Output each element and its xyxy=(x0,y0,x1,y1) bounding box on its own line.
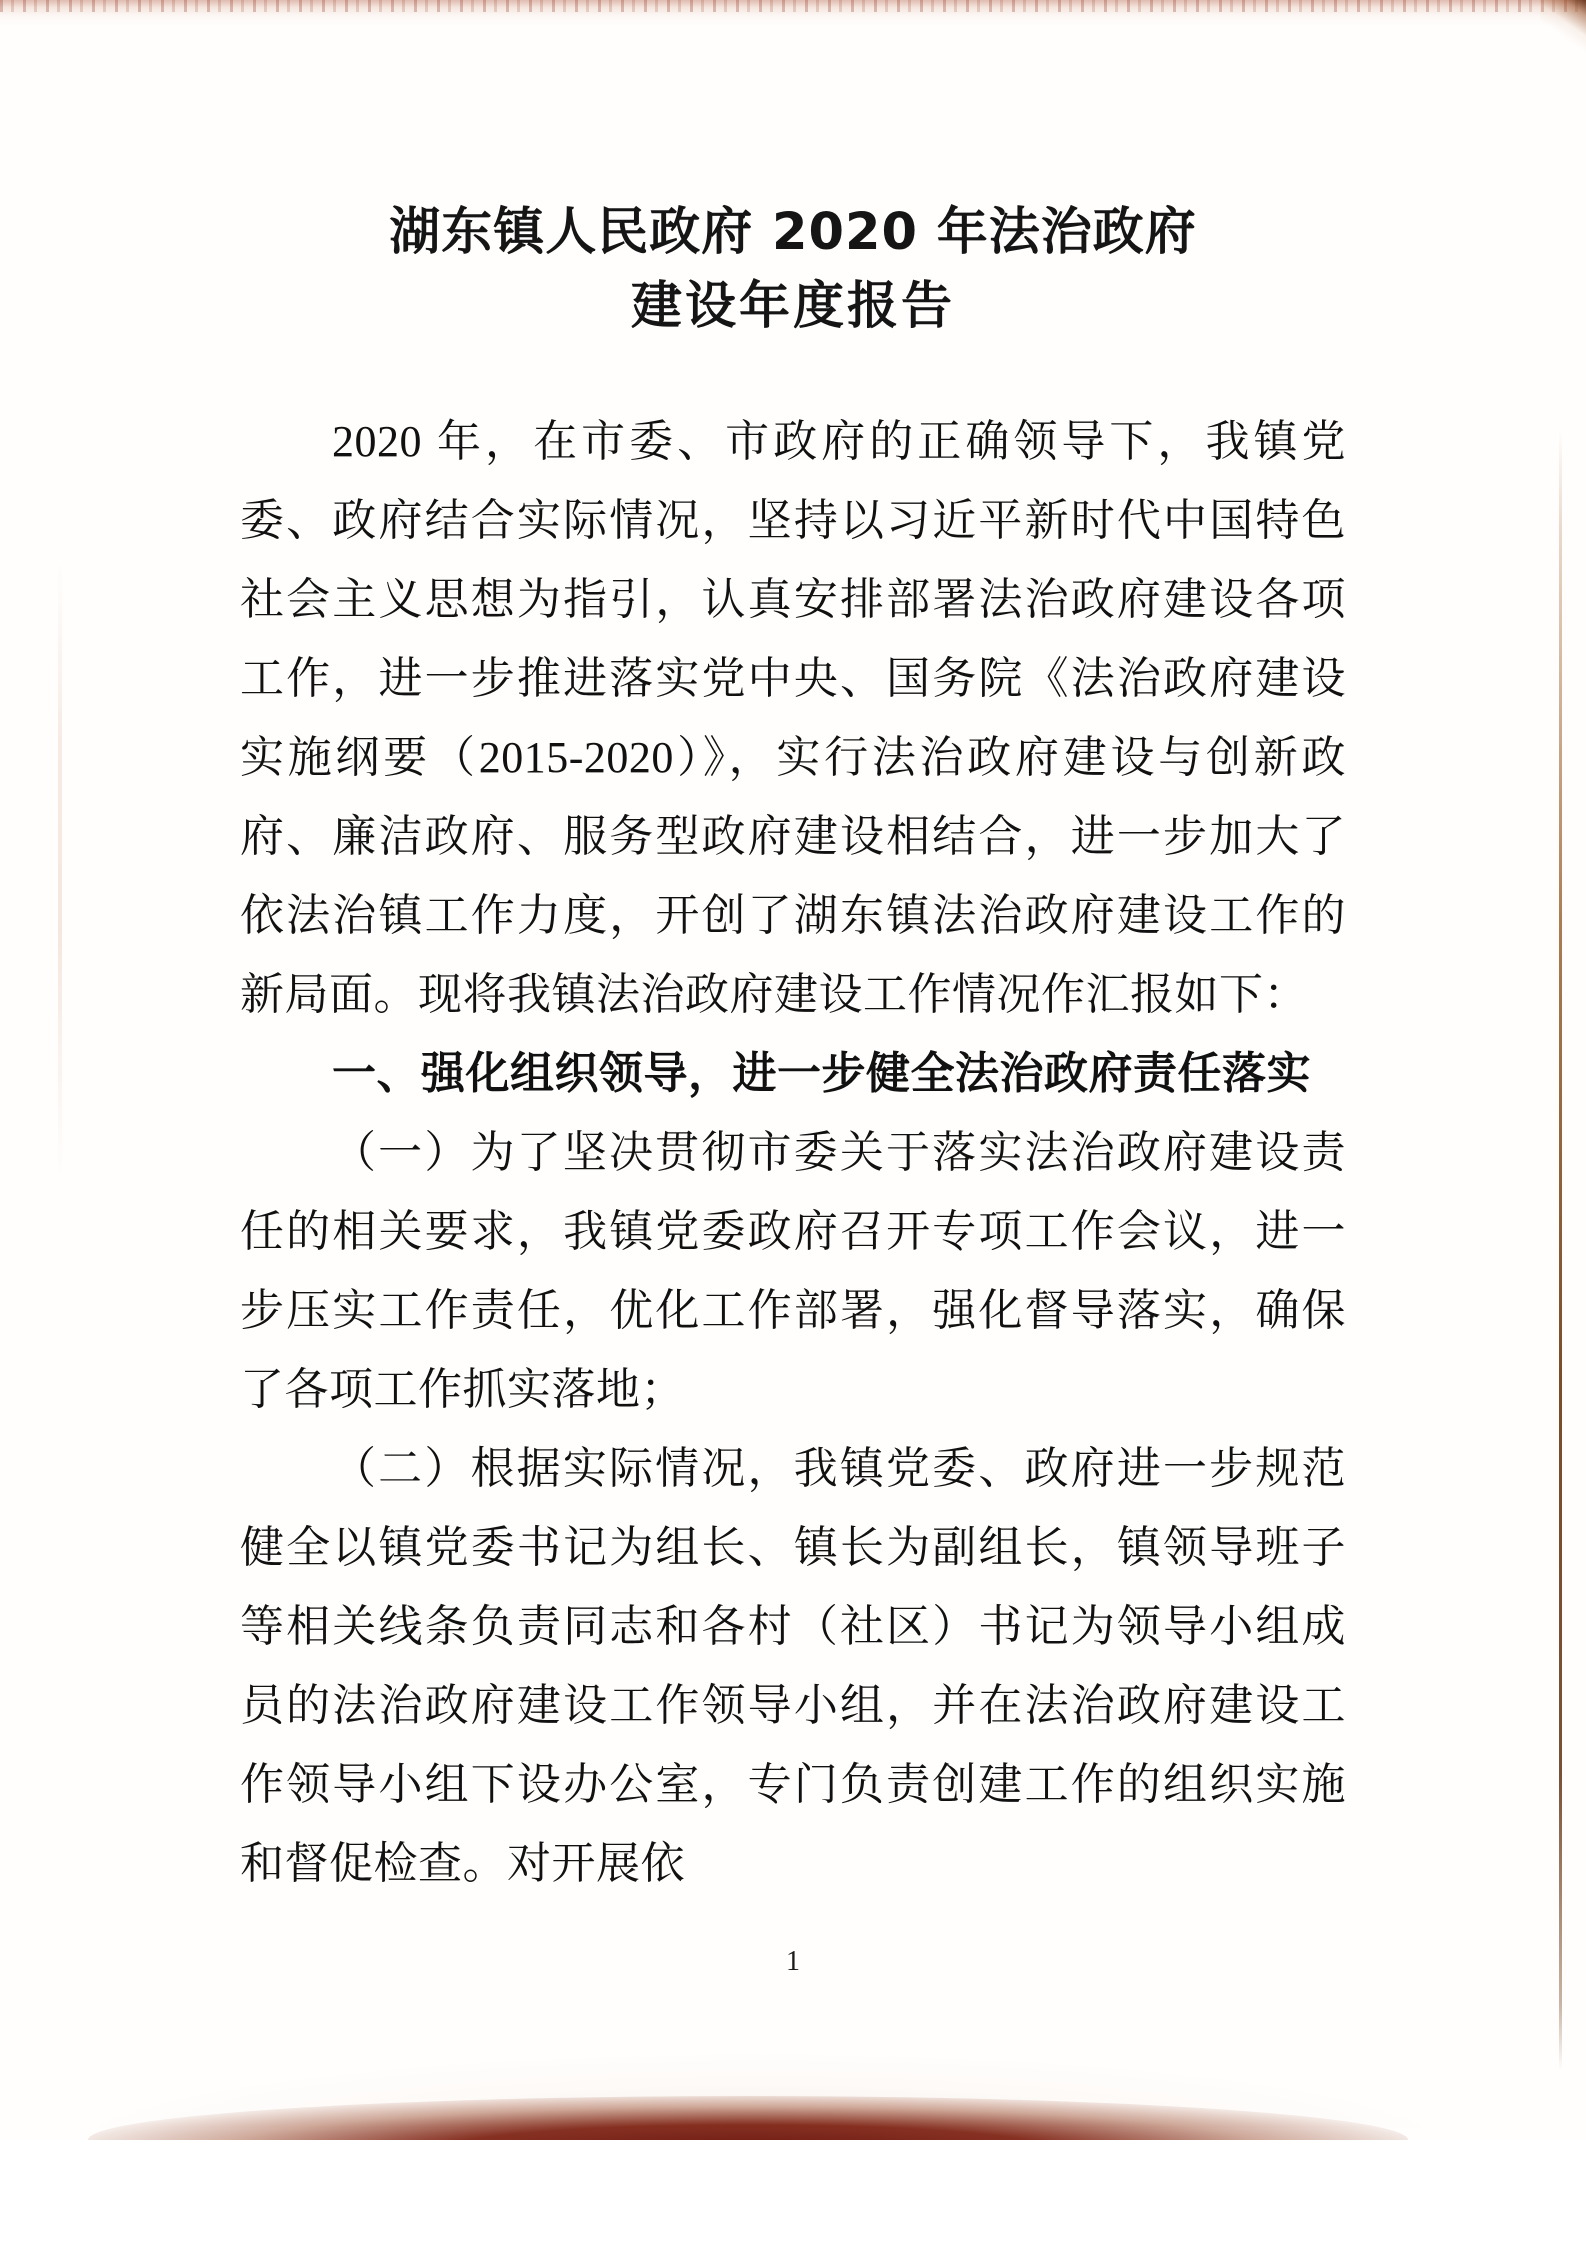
page-title xyxy=(240,0,1346,344)
scan-right-edge-line xyxy=(1559,430,1562,2070)
page-title-line-1: 湖东镇人民政府 2020 年法治政府 xyxy=(389,203,1197,262)
paragraph-intro: 2020 年，在市委、市政府的正确领导下，我镇党委、政府结合实际情况，坚持以习近平新时代中国特色社会主义思想为指引，认真安排部署法治政府建设各项工作，进一步推进落实党中央、国务院《法治政府建设实施纲要（2015-2020）》，实行法治政府建设与创新政府、廉洁政府、服务型政府建设相结合，进一步加大了依法治镇工作力度，开创了湖东镇法治政府建设工作的新局面。现将我镇法治政府建设工作情况作汇报如下： xyxy=(240,417,1346,1019)
scan-top-right-corner-shadow xyxy=(1540,0,1586,54)
scan-background-below-page xyxy=(0,2140,1586,2245)
page-number: 1 xyxy=(786,1946,800,1977)
paragraph-item-2: （二）根据实际情况，我镇党委、政府进一步规范健全以镇党委书记为组长、镇长为副组长，镇领导班子等相关线条负责同志和各村（社区）书记为领导小组成员的法治政府建设工作领导小组，并在法治政府建设工作领导小组下设办公室，专门负责创建工作的组织实施和督促检查。对开展依 xyxy=(240,1444,1346,1888)
scan-left-edge-tint xyxy=(58,560,62,1180)
section-heading-1: 一、强化组织领导，进一步健全法治政府责任落实 xyxy=(332,1048,1311,1099)
paragraph-item-1: （一）为了坚决贯彻市委关于落实法治政府建设责任的相关要求，我镇党委政府召开专项工作会议，进一步压实工作责任，优化工作部署，强化督导落实，确保了各项工作抓实落地； xyxy=(240,1128,1346,1414)
document-content xyxy=(240,0,1346,1903)
body-text xyxy=(240,402,1346,1903)
page-title-line-2: 建设年度报告 xyxy=(630,277,955,336)
